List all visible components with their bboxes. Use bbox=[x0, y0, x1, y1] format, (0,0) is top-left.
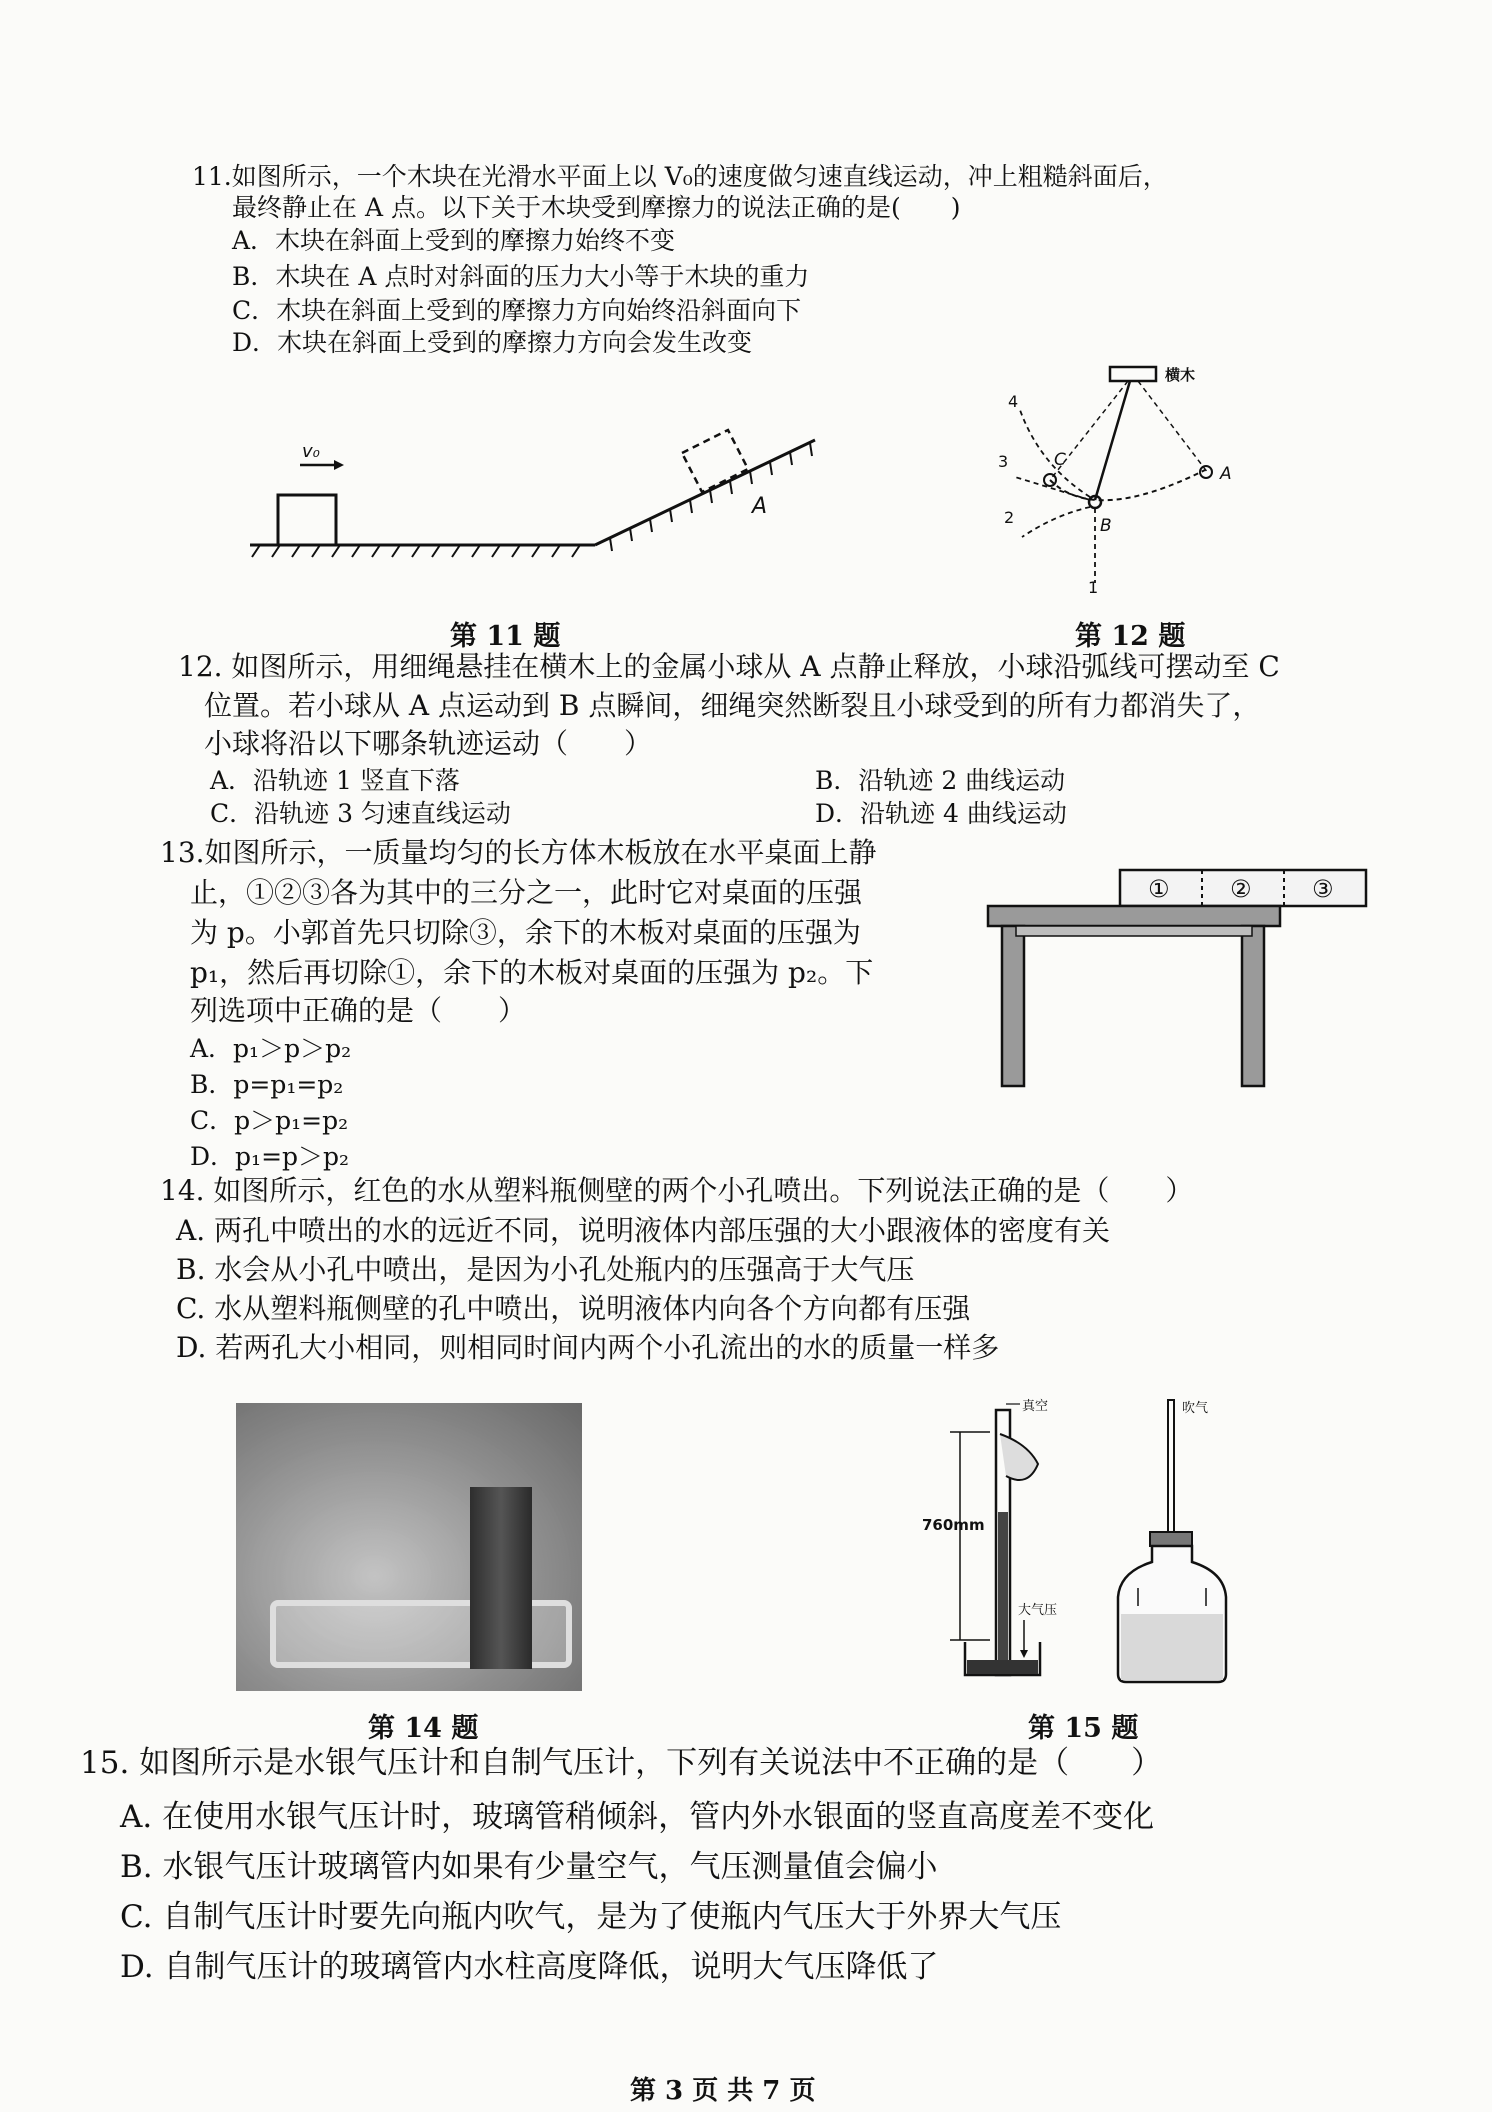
string-line bbox=[1095, 381, 1130, 500]
q15-option-a: A. 在使用水银气压计时，玻璃管稍倾斜，管内外水银面的竖直高度差不变化 bbox=[120, 1799, 1155, 1835]
q15-option-d: D. 自制气压计的玻璃管内水柱高度降低，说明大气压降低了 bbox=[120, 1949, 939, 1985]
q12-option-c: C．沿轨迹 3 匀速直线运动 bbox=[210, 799, 511, 828]
table-top bbox=[988, 906, 1280, 926]
hand-shape bbox=[1000, 1434, 1038, 1480]
path-2 bbox=[1022, 507, 1090, 537]
label-b: B bbox=[1100, 516, 1112, 536]
q14-option-c: C. 水从塑料瓶侧壁的孔中喷出，说明液体内向各个方向都有压强 bbox=[176, 1292, 971, 1325]
velocity-label: v₀ bbox=[302, 441, 320, 462]
q13-option-c: C．p＞p₁=p₂ bbox=[190, 1106, 349, 1135]
q12-caption: 第 12 题 bbox=[1075, 621, 1186, 652]
q15-option-b: B. 水银气压计玻璃管内如果有少量空气，气压测量值会偏小 bbox=[120, 1849, 938, 1885]
label-a: A bbox=[1220, 464, 1232, 484]
q11-stem-line2: 最终静止在 A 点。以下关于木块受到摩擦力的说法正确的是( ) bbox=[232, 193, 961, 222]
q11-option-d: D．木块在斜面上受到的摩擦力方向会发生改变 bbox=[232, 328, 753, 357]
q13-stem-line3: 为 p。小郭首先只切除③，余下的木板对桌面的压强为 bbox=[190, 916, 861, 949]
q12-option-a: A．沿轨迹 1 竖直下落 bbox=[210, 766, 460, 795]
page-footer: 第 3 页 共 7 页 bbox=[630, 2076, 816, 2106]
q13-stem-line5: 列选项中正确的是（ ） bbox=[190, 994, 527, 1027]
blow-label: 吹气 bbox=[1182, 1401, 1209, 1416]
q14-option-a: A. 两孔中喷出的水的远近不同，说明液体内部压强的大小跟液体的密度有关 bbox=[176, 1214, 1111, 1247]
q15-option-c: C. 自制气压计时要先向瓶内吹气，是为了使瓶内气压大于外界大气压 bbox=[120, 1899, 1062, 1935]
q13-option-b: B．p=p₁=p₂ bbox=[190, 1070, 344, 1099]
table-leg-right bbox=[1242, 926, 1264, 1086]
q11-stem-line1: 11.如图所示，一个木块在光滑水平面上以 V₀的速度做匀速直线运动，冲上粗糙斜面后， bbox=[192, 162, 1168, 191]
q11-figure bbox=[240, 405, 830, 565]
wood-block bbox=[278, 495, 336, 545]
incline-line bbox=[595, 440, 815, 545]
q14-caption: 第 14 题 bbox=[368, 1713, 479, 1744]
bottle-cap bbox=[1150, 1532, 1192, 1546]
table-apron bbox=[1016, 926, 1252, 936]
atm-arrow-head bbox=[1020, 1650, 1028, 1658]
q15-figure bbox=[920, 1392, 1250, 1692]
velocity-arrow-head bbox=[334, 460, 344, 470]
q13-stem-line4: p₁，然后再切除①，余下的木板对桌面的压强为 p₂。下 bbox=[190, 956, 874, 989]
point-a-label: A bbox=[752, 494, 768, 519]
q14-stem-line1: 14. 如图所示，红色的水从塑料瓶侧壁的两个小孔喷出。下列说法正确的是（ ） bbox=[160, 1174, 1194, 1207]
segment-2-label: ② bbox=[1230, 875, 1252, 903]
string-to-a bbox=[1138, 381, 1208, 473]
incline-hatching bbox=[610, 443, 812, 551]
q14-option-d: D. 若两孔大小相同，则相同时间内两个小孔流出的水的质量一样多 bbox=[176, 1331, 1000, 1364]
q12-option-b: B．沿轨迹 2 曲线运动 bbox=[815, 766, 1066, 795]
height-label: 760mm bbox=[922, 1516, 985, 1534]
segment-1-label: ① bbox=[1148, 875, 1170, 903]
beam-label: 横木 bbox=[1165, 366, 1196, 384]
ball-at-a bbox=[1200, 466, 1212, 478]
bottle-water bbox=[1121, 1614, 1223, 1680]
q13-option-d: D．p₁=p＞p₂ bbox=[190, 1142, 350, 1171]
label-2: 2 bbox=[1004, 508, 1015, 527]
dish-mercury bbox=[967, 1660, 1038, 1674]
beam-rect bbox=[1110, 367, 1156, 381]
q12-option-d: D．沿轨迹 4 曲线运动 bbox=[815, 799, 1067, 828]
block-final-dashed bbox=[682, 430, 748, 492]
q13-option-a: A．p₁＞p＞p₂ bbox=[190, 1034, 352, 1063]
segment-3-label: ③ bbox=[1312, 875, 1334, 903]
q11-option-c: C．木块在斜面上受到的摩擦力方向始终沿斜面向下 bbox=[232, 296, 802, 325]
mercury-column bbox=[998, 1512, 1008, 1675]
q11-option-a: A．木块在斜面上受到的摩擦力始终不变 bbox=[232, 226, 676, 255]
table-leg-left bbox=[1002, 926, 1024, 1086]
label-1: 1 bbox=[1088, 578, 1099, 595]
q13-stem-line2: 止，①②③各为其中的三分之一，此时它对桌面的压强 bbox=[190, 876, 863, 909]
q14-photo-bottle bbox=[470, 1487, 532, 1669]
label-c: C bbox=[1054, 450, 1066, 470]
q12-stem-line3: 小球将沿以下哪条轨迹运动（ ） bbox=[204, 727, 653, 760]
q12-stem-line1: 12. 如图所示，用细绳悬挂在横木上的金属小球从 A 点静止释放，小球沿弧线可摆动至 C bbox=[178, 650, 1280, 683]
label-4: 4 bbox=[1008, 392, 1019, 411]
vacuum-label: 真空 bbox=[1022, 1399, 1049, 1414]
ground-hatching bbox=[252, 545, 580, 557]
q11-option-b: B．木块在 A 点时对斜面的压力大小等于木块的重力 bbox=[232, 262, 810, 291]
q11-caption: 第 11 题 bbox=[450, 621, 561, 652]
q12-figure bbox=[960, 355, 1290, 595]
q13-stem-line1: 13.如图所示，一质量均匀的长方体木板放在水平桌面上静 bbox=[160, 836, 877, 869]
q14-option-b: B. 水会从小孔中喷出，是因为小孔处瓶内的压强高于大气压 bbox=[176, 1253, 915, 1286]
q12-stem-line2: 位置。若小球从 A 点运动到 B 点瞬间，细绳突然断裂且小球受到的所有力都消失了， bbox=[204, 689, 1261, 722]
atm-label: 大气压 bbox=[1018, 1603, 1058, 1618]
q15-caption: 第 15 题 bbox=[1028, 1713, 1139, 1744]
label-3: 3 bbox=[998, 452, 1009, 471]
q15-stem-line1: 15. 如图所示是水银气压计和自制气压计，下列有关说法中不正确的是（ ） bbox=[80, 1745, 1163, 1781]
q13-figure bbox=[980, 860, 1380, 1100]
